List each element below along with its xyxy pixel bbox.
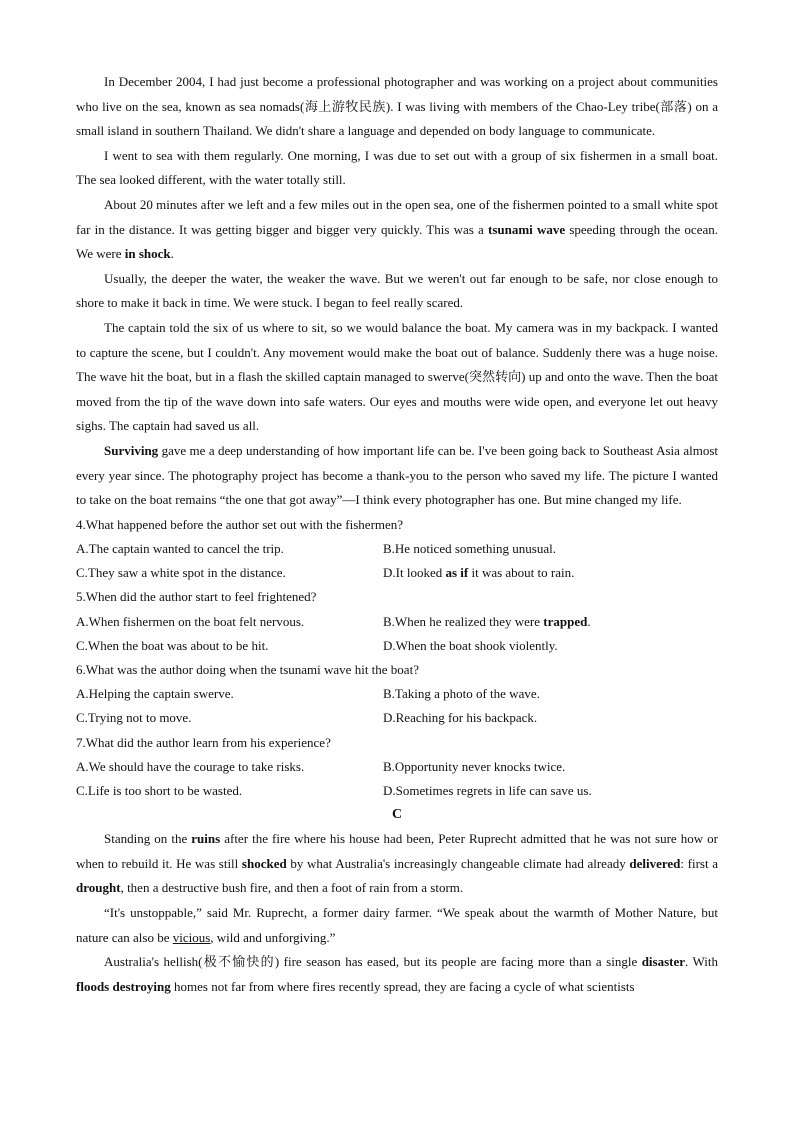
text-run: homes not far from where fires recently spread, they are facing a cycle of what scientists	[170, 978, 635, 994]
answer-option[interactable]	[76, 610, 383, 634]
text-run: B.Opportunity never knocks twice.	[383, 758, 566, 774]
text-run: .	[170, 246, 174, 262]
text-run: About 20 minutes after we left and a few miles out in the open sea, one of the fishermen pointed to a small white spot far in the distance. It was getting bigger and bigger very quickly. This was a	[76, 196, 718, 237]
text-run: C.They saw a white spot in the distance.	[76, 565, 286, 581]
text-run: , wild and unforgiving.”	[210, 929, 336, 945]
text-run: it was about to rain.	[468, 565, 575, 581]
text-run: C.Trying not to move.	[76, 710, 192, 726]
bold-term: as if	[445, 565, 469, 581]
answer-options	[76, 537, 718, 585]
text-run: In December 2004, I had just become a professional photographer and was working on a project about communities who live on the sea, known as sea nomads(海上游牧民族). I was living with members of the Chao-Ley tribe(部落) on a small island in southern Thailand. We didn't share a language and depended on body language to communicate.	[76, 74, 718, 139]
answer-option[interactable]	[76, 682, 383, 706]
answer-options	[76, 755, 718, 803]
answer-option[interactable]	[76, 561, 383, 585]
question-stem	[76, 585, 718, 609]
question-item	[76, 731, 718, 804]
answer-option[interactable]	[76, 706, 383, 730]
text-run: B.Taking a photo of the wave.	[383, 686, 540, 702]
question-list	[76, 513, 718, 803]
passage-b	[76, 70, 718, 513]
passage-c	[76, 803, 718, 999]
paragraph	[76, 193, 718, 267]
bold-term: drought	[76, 880, 121, 896]
answer-option[interactable]	[383, 682, 718, 706]
answer-options	[76, 610, 718, 658]
text-run: The captain told the six of us where to sit, so we would balance the boat. My camera was in my backpack. I wanted to capture the scene, but I couldn't. Any movement would make the boat out of balance. Suddenly there was a huge noise. The wave hit the boat, but in a flash the skilled captain managed to swerve(突然转向) up and onto the wave. Then the boat moved from the tip of the wave down into safe waters. Our eyes and mouths were wide open, and everyone let out heavy sighs. The captain had saved us all.	[76, 319, 718, 434]
text-run: . With	[685, 954, 718, 970]
text-run: D.Reaching for his backpack.	[383, 710, 538, 726]
paragraph	[76, 144, 718, 193]
text-run: B.He noticed something unusual.	[383, 540, 556, 556]
text-run: B.When he realized they were	[383, 613, 544, 629]
paragraph	[76, 827, 718, 901]
text-run: .	[587, 613, 591, 629]
paragraph	[76, 439, 718, 513]
bold-term: disaster	[641, 954, 686, 970]
answer-option[interactable]	[383, 561, 718, 585]
text-run: 7.What did the author learn from his experience?	[76, 734, 331, 750]
text-run: by what Australia's increasingly changeable climate had already	[286, 855, 630, 871]
paragraph	[76, 901, 718, 950]
text-run: I went to sea with them regularly. One morning, I was due to set out with a group of six fishermen in a small boat. The sea looked different, with the water totally still.	[76, 147, 718, 188]
bold-term: trapped	[543, 613, 588, 629]
answer-option[interactable]	[383, 755, 718, 779]
text-run: gave me a deep understanding of how important life can be. I've been going back to Southeast Asia almost every year since. The photography project has become a thank-you to the person who saved my life. The picture I wanted to take on the boat remains “the one that got away”—I think every photographer has one. But mine changed my life.	[76, 442, 718, 508]
text-run: , then a destructive bush fire, and then a foot of rain from a storm.	[120, 880, 464, 896]
answer-option[interactable]	[383, 706, 718, 730]
text-run: “It's unstoppable,” said Mr. Ruprecht, a former dairy farmer. “We speak about the warmth of Mother Nature, but nature can also be	[76, 904, 718, 945]
question-item	[76, 585, 718, 658]
text-run: Usually, the deeper the water, the weaker the wave. But we weren't out far enough to be safe, nor close enough to shore to make it back in time. We were stuck. I began to feel really scared.	[76, 270, 718, 311]
text-run: 4.What happened before the author set out with the fishermen?	[76, 516, 404, 532]
text-run: D.When the boat shook violently.	[383, 637, 558, 653]
bold-term: in shock	[124, 246, 171, 262]
question-stem	[76, 513, 718, 537]
text-run: : first a	[680, 855, 718, 871]
paragraph	[76, 950, 718, 999]
answer-option[interactable]	[383, 537, 718, 561]
bold-term: floods destroying	[76, 978, 171, 994]
answer-option[interactable]	[383, 779, 718, 803]
text-run: C.Life is too short to be wasted.	[76, 782, 243, 798]
answer-option[interactable]	[76, 755, 383, 779]
text-run: D.Sometimes regrets in life can save us.	[383, 782, 592, 798]
paragraph	[76, 316, 718, 439]
document-page	[76, 70, 718, 999]
text-run: D.It looked	[383, 565, 446, 581]
text-run: A.When fishermen on the boat felt nervous.	[76, 613, 305, 629]
answer-option[interactable]	[383, 634, 718, 658]
text-run: after the fire where his house had been, Peter Ruprecht admitted that he was not sure how or when to rebuild it. He was still	[76, 831, 718, 871]
text-run: Standing on the	[104, 831, 192, 847]
paragraph	[76, 267, 718, 316]
text-run: A.We should have the courage to take risks.	[76, 758, 305, 774]
answer-options	[76, 682, 718, 730]
text-run: Australia's hellish(极不愉快的) fire season has eased, but its people are facing more than a single	[104, 954, 642, 970]
text-run: A.Helping the captain swerve.	[76, 686, 234, 702]
paragraph	[76, 70, 718, 144]
text-run: 6.What was the author doing when the tsunami wave hit the boat?	[76, 661, 419, 677]
answer-option[interactable]	[76, 537, 383, 561]
bold-term: tsunami wave	[487, 221, 566, 237]
question-stem	[76, 658, 718, 682]
text-run: A.The captain wanted to cancel the trip.	[76, 540, 284, 556]
text-run: C.When the boat was about to be hit.	[76, 637, 269, 653]
question-item	[76, 658, 718, 731]
answer-option[interactable]	[76, 779, 383, 803]
bold-term: ruins	[191, 831, 221, 847]
bold-term: shocked	[241, 855, 287, 871]
text-run: 5.When did the author start to feel frightened?	[76, 589, 317, 605]
answer-option[interactable]	[76, 634, 383, 658]
section-heading: C	[391, 807, 403, 823]
bold-term: delivered	[629, 855, 681, 871]
bold-term: Surviving	[104, 442, 159, 458]
text-run: speeding through the ocean. We were	[76, 221, 718, 262]
answer-option[interactable]	[383, 610, 718, 634]
question-stem	[76, 731, 718, 755]
question-item	[76, 513, 718, 586]
underlined-term: vicious	[172, 929, 211, 945]
